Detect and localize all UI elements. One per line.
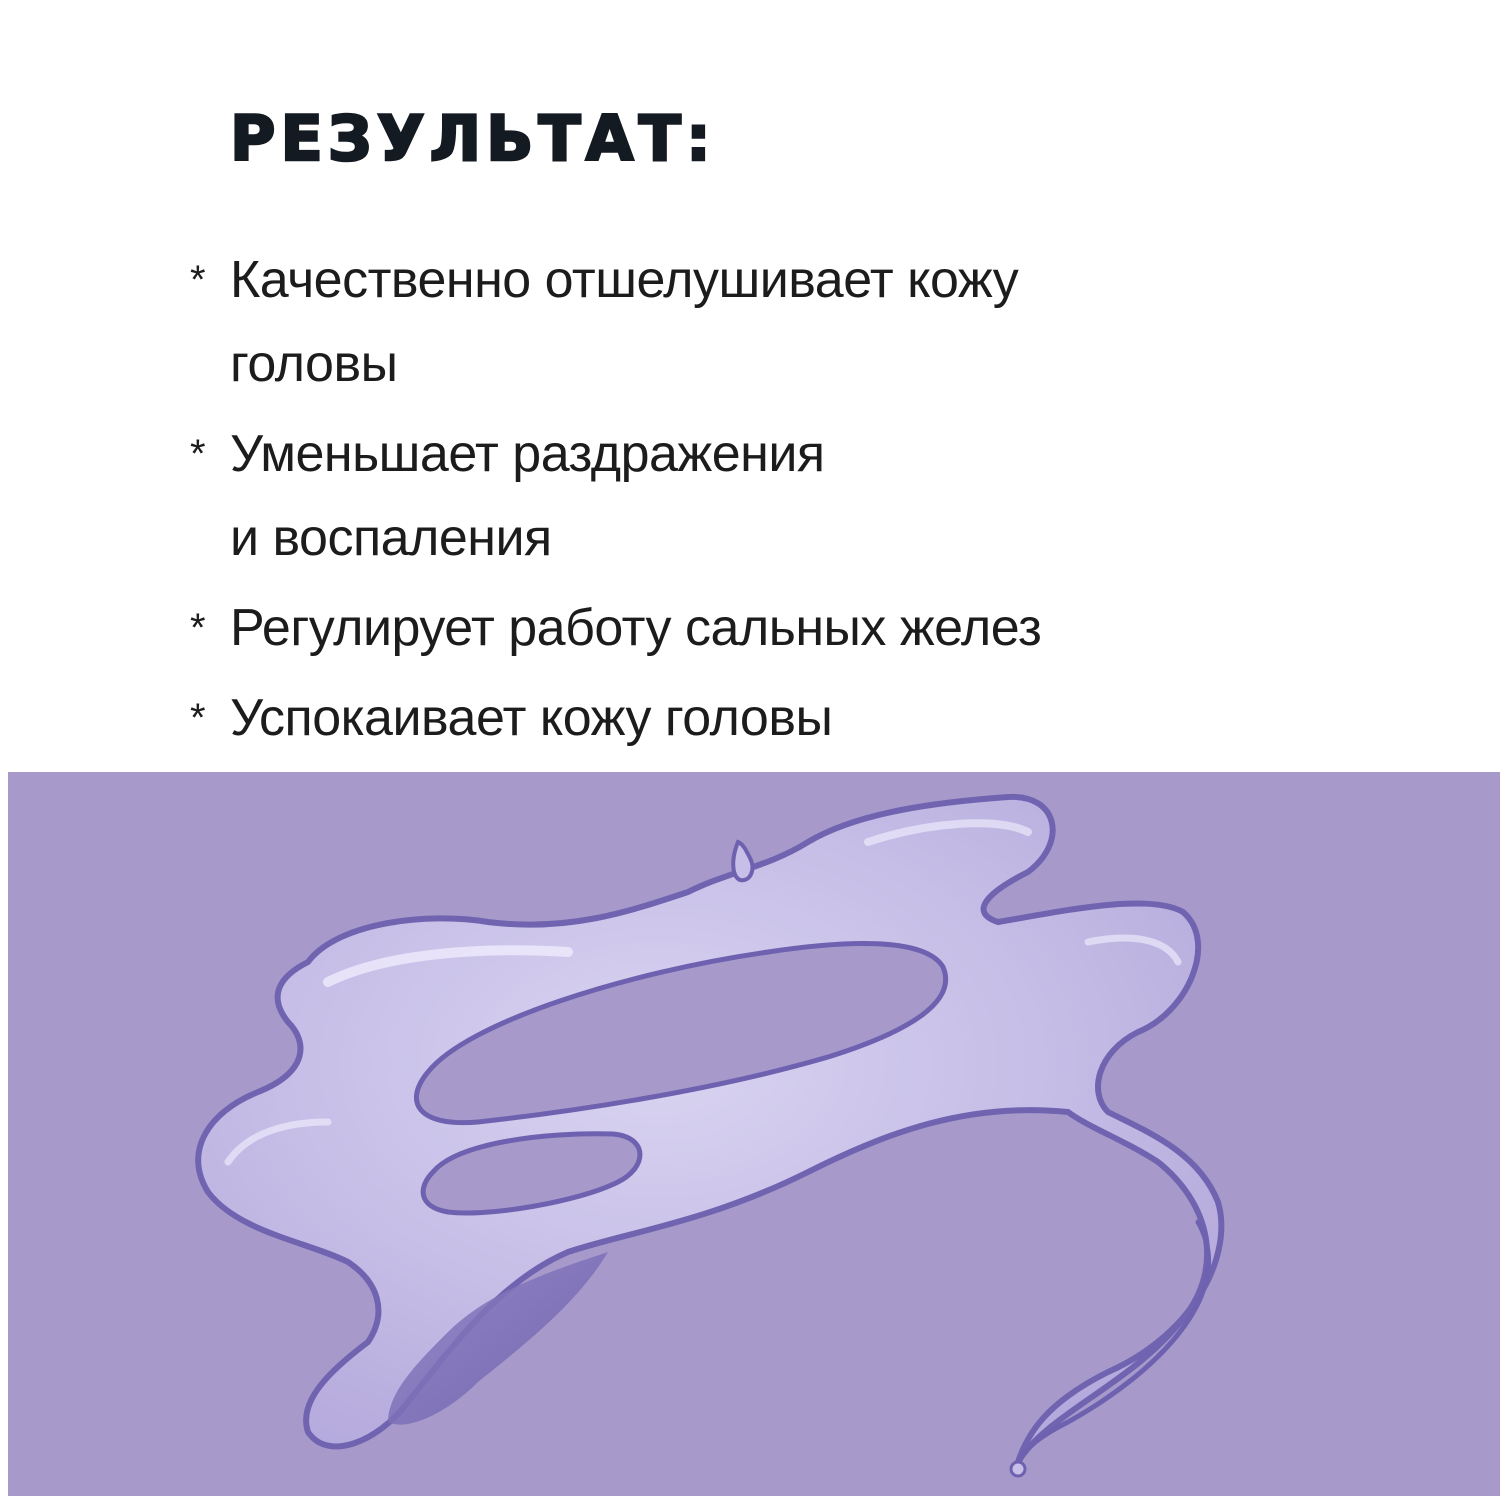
bullet-asterisk: * — [190, 606, 206, 650]
benefit-line: Успокаивает кожу головы — [230, 689, 833, 747]
bullet-asterisk: * — [190, 258, 206, 302]
gel-droplet — [733, 842, 752, 880]
benefit-line: Качественно отшелушивает кожу — [230, 251, 1019, 309]
benefit-text — [230, 238, 1018, 406]
benefit-item — [190, 238, 1290, 406]
benefit-line: и воспаления — [230, 509, 552, 567]
benefit-text — [230, 586, 1041, 670]
bullet-asterisk: * — [190, 696, 206, 740]
benefit-line: Уменьшает раздражения — [230, 425, 825, 483]
page-title: РЕЗУЛЬТАТ: — [230, 102, 716, 175]
benefit-line: головы — [230, 335, 398, 393]
gel-smear-illustration — [8, 772, 1500, 1496]
benefit-item — [190, 412, 1290, 580]
bullet-asterisk: * — [190, 432, 206, 476]
gel-body — [198, 797, 1221, 1462]
benefits-list — [190, 238, 1290, 766]
gel-drip-end — [1011, 1462, 1025, 1476]
benefit-line: Регулирует работу сальных желез — [230, 599, 1042, 657]
benefit-item — [190, 586, 1290, 670]
benefit-text — [230, 676, 832, 760]
gel-texture-image — [8, 772, 1500, 1496]
benefit-text — [230, 412, 825, 580]
benefit-item — [190, 676, 1290, 760]
